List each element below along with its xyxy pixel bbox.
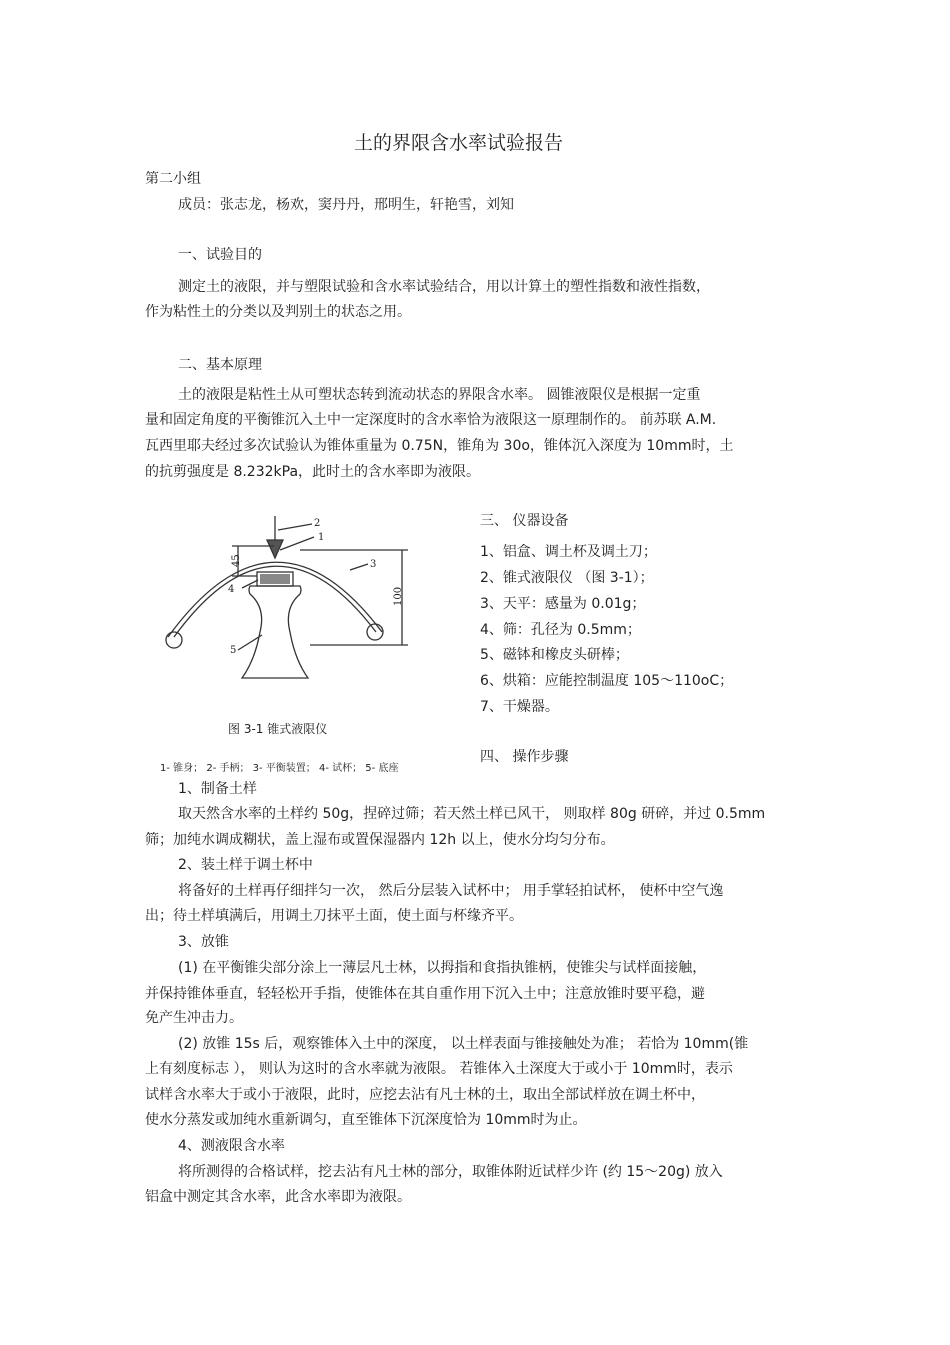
section-1-text: 测定土的液限，并与塑限试验和含水率试验结合，用以计算土的塑性指数和液性指数， — [178, 279, 710, 295]
dim-100: 100 — [393, 586, 404, 606]
step-4-text: 将所测得的合格试样，挖去沾有凡士林的部分，取锥体附近试样少许 (约 15～20g) 放入 — [178, 1164, 723, 1180]
group-name: 第二小组 — [145, 171, 201, 187]
label-4: 4 — [228, 584, 235, 595]
step-3a-text: (1) 在平衡锥尖部分涂上一薄层凡士林，以拇指和食指执锥柄，使锥尖与试样面接触， — [178, 960, 707, 976]
step-3-title: 3、放锥 — [178, 934, 229, 950]
cone-body — [267, 540, 283, 558]
step-3b-text: 试样含水率大于或小于液限，此时，应挖去沾有凡士林的土，取出全部试样放在调土杯中， — [145, 1087, 705, 1103]
equipment-item: 2、锥式液限仪 （图 3-1）； — [480, 570, 654, 586]
label-3: 3 — [370, 559, 377, 570]
step-4-text: 铝盒中测定其含水率，此含水率即为液限。 — [145, 1189, 411, 1205]
step-3a-text: 免产生冲击力。 — [145, 1010, 243, 1026]
equipment-item: 6、烘箱：应能控制温度 105～110oC； — [480, 673, 734, 689]
step-3b-text: 上有刻度标志 ）， 则认为这时的含水率就为液限。 若锥体入土深度大于或小于 10mm时，表示 — [145, 1061, 733, 1077]
section-2-text: 的抗剪强度是 8.232kPa，此时土的含水率即为液限。 — [145, 464, 481, 480]
step-3b-text: 使水分蒸发或加纯水重新调匀，直至锥体下沉深度恰为 10mm时为止。 — [145, 1112, 587, 1128]
section-2-text: 土的液限是粘性土从可塑状态转到流动状态的界限含水率。 圆锥液限仪是根据一定重 — [178, 387, 701, 403]
section-1-heading: 一、试验目的 — [178, 247, 262, 263]
right-weight — [367, 624, 383, 640]
equipment-item: 4、筛：孔径为 0.5mm； — [480, 622, 641, 638]
section-3-heading: 三、 仪器设备 — [480, 513, 569, 529]
step-1-title: 1、制备土样 — [178, 781, 257, 797]
cone-device-figure — [150, 510, 440, 710]
figure-caption: 图 3-1 锥式液限仪 — [228, 722, 328, 736]
step-1-text: 取天然含水率的土样约 50g，捏碎过筛；若天然土样已风干， 则取样 80g 研碎，并过 0.5mm — [178, 806, 766, 822]
section-2-text: 量和固定角度的平衡锥沉入土中一定深度时的含水率恰为液限这一原理制作的。 前苏联 A.M. — [145, 412, 717, 428]
figure-legend: 1- 锥身； 2- 手柄； 3- 平衡装置； 4- 试杯； 5- 底座 — [160, 763, 399, 774]
label-2: 2 — [314, 518, 321, 529]
step-2-text: 将备好的土样再仔细拌匀一次， 然后分层装入试杯中； 用手掌轻拍试杯， 使杯中空气逸 — [178, 883, 724, 899]
equipment-item: 3、天平：感量为 0.01g； — [480, 596, 646, 612]
step-4-title: 4、测液限含水率 — [178, 1138, 285, 1154]
section-1-text: 作为粘性土的分类以及判别土的状态之用。 — [145, 304, 411, 320]
step-3a-text: 并保持锥体垂直，轻轻松开手指，使锥体在其自重作用下沉入土中；注意放锥时要平稳，避 — [145, 986, 705, 1002]
equipment-item: 1、铝盒、调土杯及调土刀； — [480, 544, 657, 560]
left-weight — [166, 632, 182, 648]
step-2-title: 2、装土样于调土杯中 — [178, 857, 313, 873]
section-2-heading: 二、基本原理 — [178, 357, 262, 373]
equipment-item: 5、磁钵和橡皮头研棒； — [480, 647, 629, 663]
members-line: 成员：张志龙，杨欢，窦丹丹，邢明生，轩艳雪，刘知 — [178, 197, 514, 213]
balance-arc — [168, 562, 382, 637]
equipment-item: 7、干燥器。 — [480, 699, 559, 715]
section-4-heading: 四、 操作步骤 — [480, 749, 569, 765]
dim-45: 45 — [231, 554, 242, 567]
step-3b-text: (2) 放锥 15s 后，观察锥体入土中的深度， 以土样表面与锥接触处为准； 若恰为 10mm(锥 — [178, 1036, 749, 1052]
step-1-text: 筛；加纯水调成糊状，盖上湿布或置保湿器内 12h 以上，使水分均匀分布。 — [145, 832, 615, 848]
label-5: 5 — [230, 645, 237, 656]
label-1: 1 — [318, 532, 325, 543]
base-stand — [242, 586, 308, 678]
step-2-text: 出；待土样填满后，用调土刀抹平土面，使土面与杯缘齐平。 — [145, 908, 523, 924]
section-2-text: 瓦西里耶夫经过多次试验认为锥体重量为 0.75N，锥角为 30o，锥体沉入深度为 10mm时，土 — [145, 438, 734, 454]
page-title: 土的界限含水率试验报告 — [354, 132, 564, 154]
